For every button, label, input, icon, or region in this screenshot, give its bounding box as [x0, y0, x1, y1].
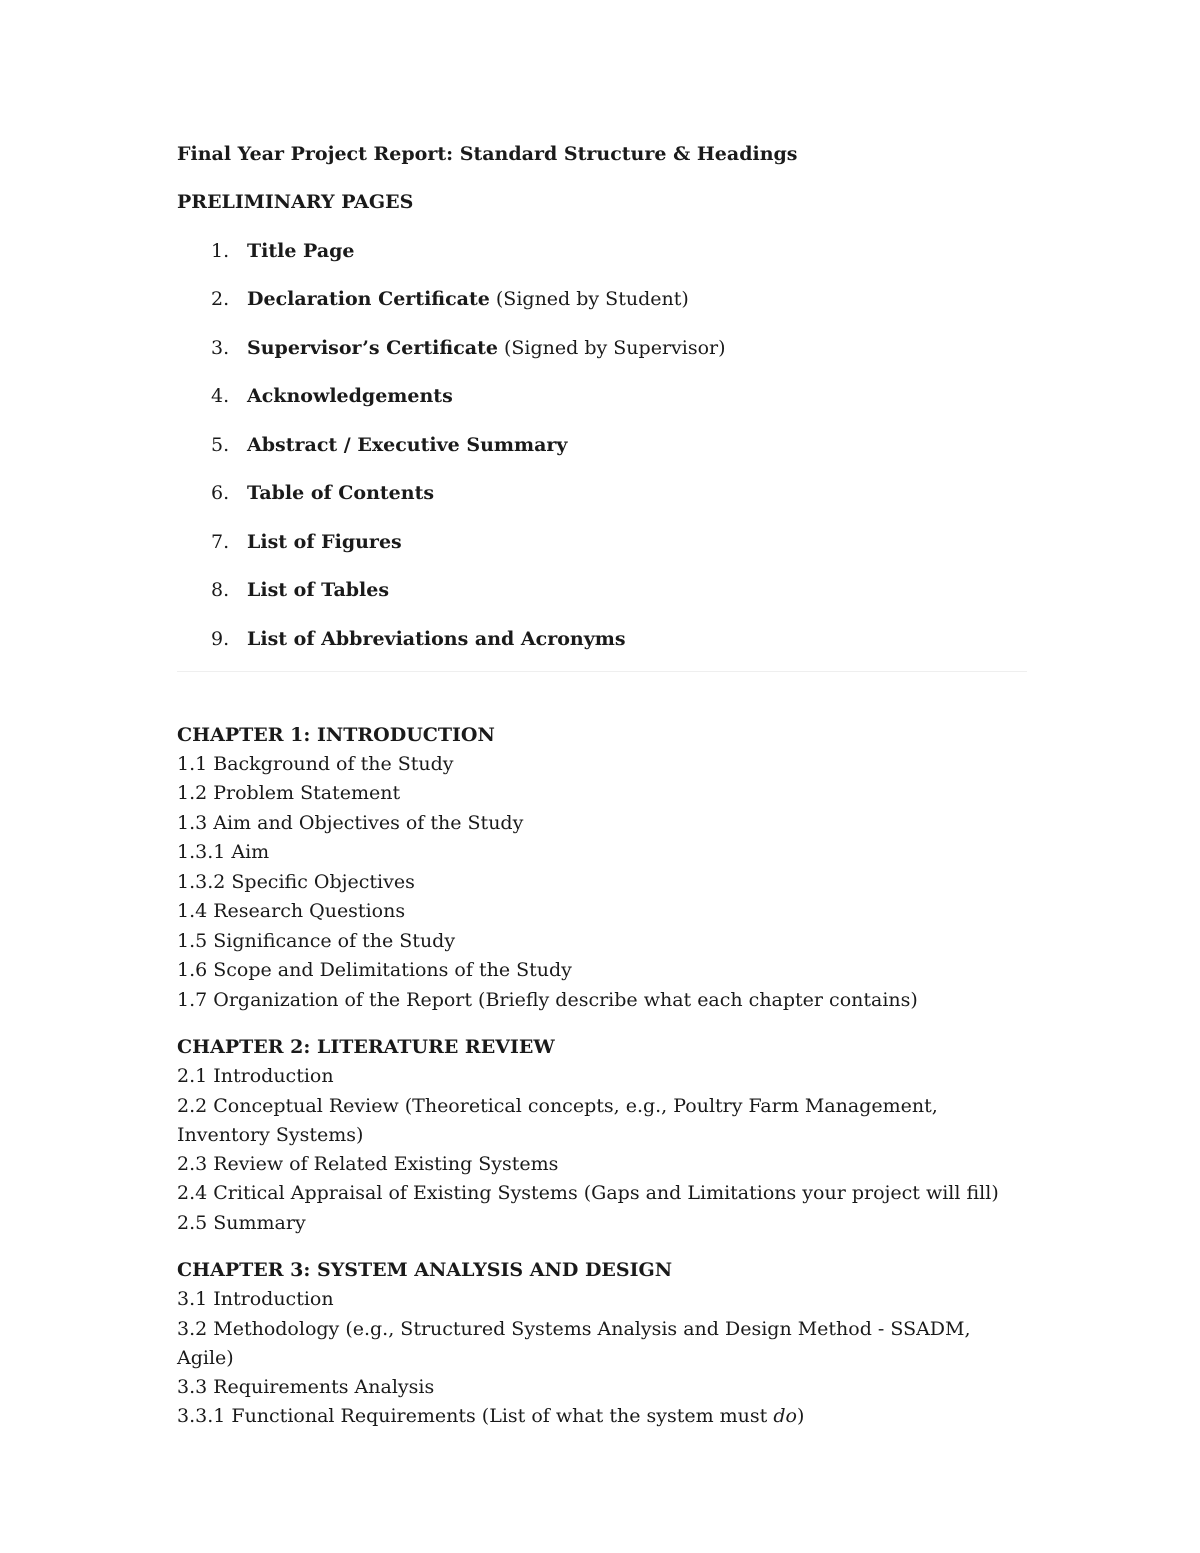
list-item-number: 7. [211, 530, 230, 553]
list-item [177, 528, 1027, 557]
list-item: 1.1 Background of the Study [177, 752, 454, 775]
list-item: 2.1 Introduction [177, 1065, 334, 1087]
list-item: 1.3.2 Specific Objectives [177, 870, 415, 893]
list-item: 2.4 Critical Appraisal of Existing Systems (Gaps and Limitations your project will fill) [177, 1182, 999, 1204]
list-item: 1.6 Scope and Delimitations of the Study [177, 959, 572, 981]
list-item [177, 334, 1027, 363]
list-item: 1.4 Research Questions [177, 900, 406, 922]
list-item-title: Supervisor’s Certificate [247, 336, 498, 359]
list-item [177, 1402, 1027, 1432]
list-item: 2.2 Conceptual Review (Theoretical concepts, e.g., Poultry Farm Management, Inventory Systems) [177, 1094, 938, 1146]
list-item: 1.3 Aim and Objectives of the Study [177, 811, 524, 834]
list-item: 3.3 Requirements Analysis [177, 1375, 435, 1398]
list-item-text: 3.3.1 Functional Requirements (List of what the system must [177, 1405, 774, 1427]
preliminary-pages-heading: PRELIMINARY PAGES [177, 191, 414, 213]
chapter-1-heading: CHAPTER 1: INTRODUCTION [177, 723, 495, 746]
list-item-number: 6. [211, 482, 230, 504]
list-item-title: List of Tables [247, 579, 390, 601]
list-item-title: Abstract / Executive Summary [247, 433, 568, 456]
list-item: 1.3.1 Aim [177, 841, 270, 863]
list-item [177, 237, 1027, 266]
document-page [177, 140, 1027, 1432]
list-item: 3.2 Methodology (e.g., Structured Systems Analysis and Design Method - SSADM, Agile) [177, 1317, 971, 1369]
list-item: 2.5 Summary [177, 1211, 306, 1234]
list-item: 1.2 Problem Statement [177, 782, 401, 804]
chapter-2-heading: CHAPTER 2: LITERATURE REVIEW [177, 1036, 555, 1058]
emphasis-text: do [773, 1405, 797, 1427]
horizontal-rule [177, 671, 1027, 672]
list-item-number: 1. [211, 239, 230, 262]
list-item-number: 3. [211, 336, 230, 359]
list-item-number: 4. [211, 385, 230, 407]
list-item-title: Title Page [247, 239, 355, 262]
chapter-2-section [177, 1033, 1027, 1238]
list-item: 1.7 Organization of the Report (Briefly describe what each chapter contains) [177, 988, 918, 1011]
list-item [177, 479, 1027, 508]
chapter-3-heading: CHAPTER 3: SYSTEM ANALYSIS AND DESIGN [177, 1259, 673, 1281]
list-item-title: Declaration Certificate [247, 288, 490, 310]
list-item-text: ) [796, 1405, 805, 1427]
chapter-3-section [177, 1256, 1027, 1432]
preliminary-pages-list [177, 237, 1027, 654]
list-item: 3.1 Introduction [177, 1288, 334, 1310]
list-item-title: Table of Contents [247, 482, 435, 504]
list-item [177, 431, 1027, 460]
list-item: 1.5 Significance of the Study [177, 929, 456, 952]
document-title: Final Year Project Report: Standard Structure & Headings [177, 143, 798, 165]
list-item-note: (Signed by Student) [489, 288, 689, 310]
list-item [177, 576, 1027, 605]
list-item-number: 8. [211, 579, 230, 601]
list-item-title: List of Abbreviations and Acronyms [247, 627, 626, 650]
list-item [177, 285, 1027, 314]
chapter-1-section [177, 721, 1027, 1016]
list-item: 2.3 Review of Related Existing Systems [177, 1152, 559, 1175]
list-item [177, 625, 1027, 654]
list-item [177, 382, 1027, 411]
list-item-number: 5. [211, 433, 230, 456]
list-item-title: Acknowledgements [247, 385, 453, 407]
list-item-number: 2. [211, 288, 230, 310]
list-item-number: 9. [211, 627, 230, 650]
list-item-title: List of Figures [247, 530, 402, 553]
list-item-note: (Signed by Supervisor) [497, 336, 726, 359]
